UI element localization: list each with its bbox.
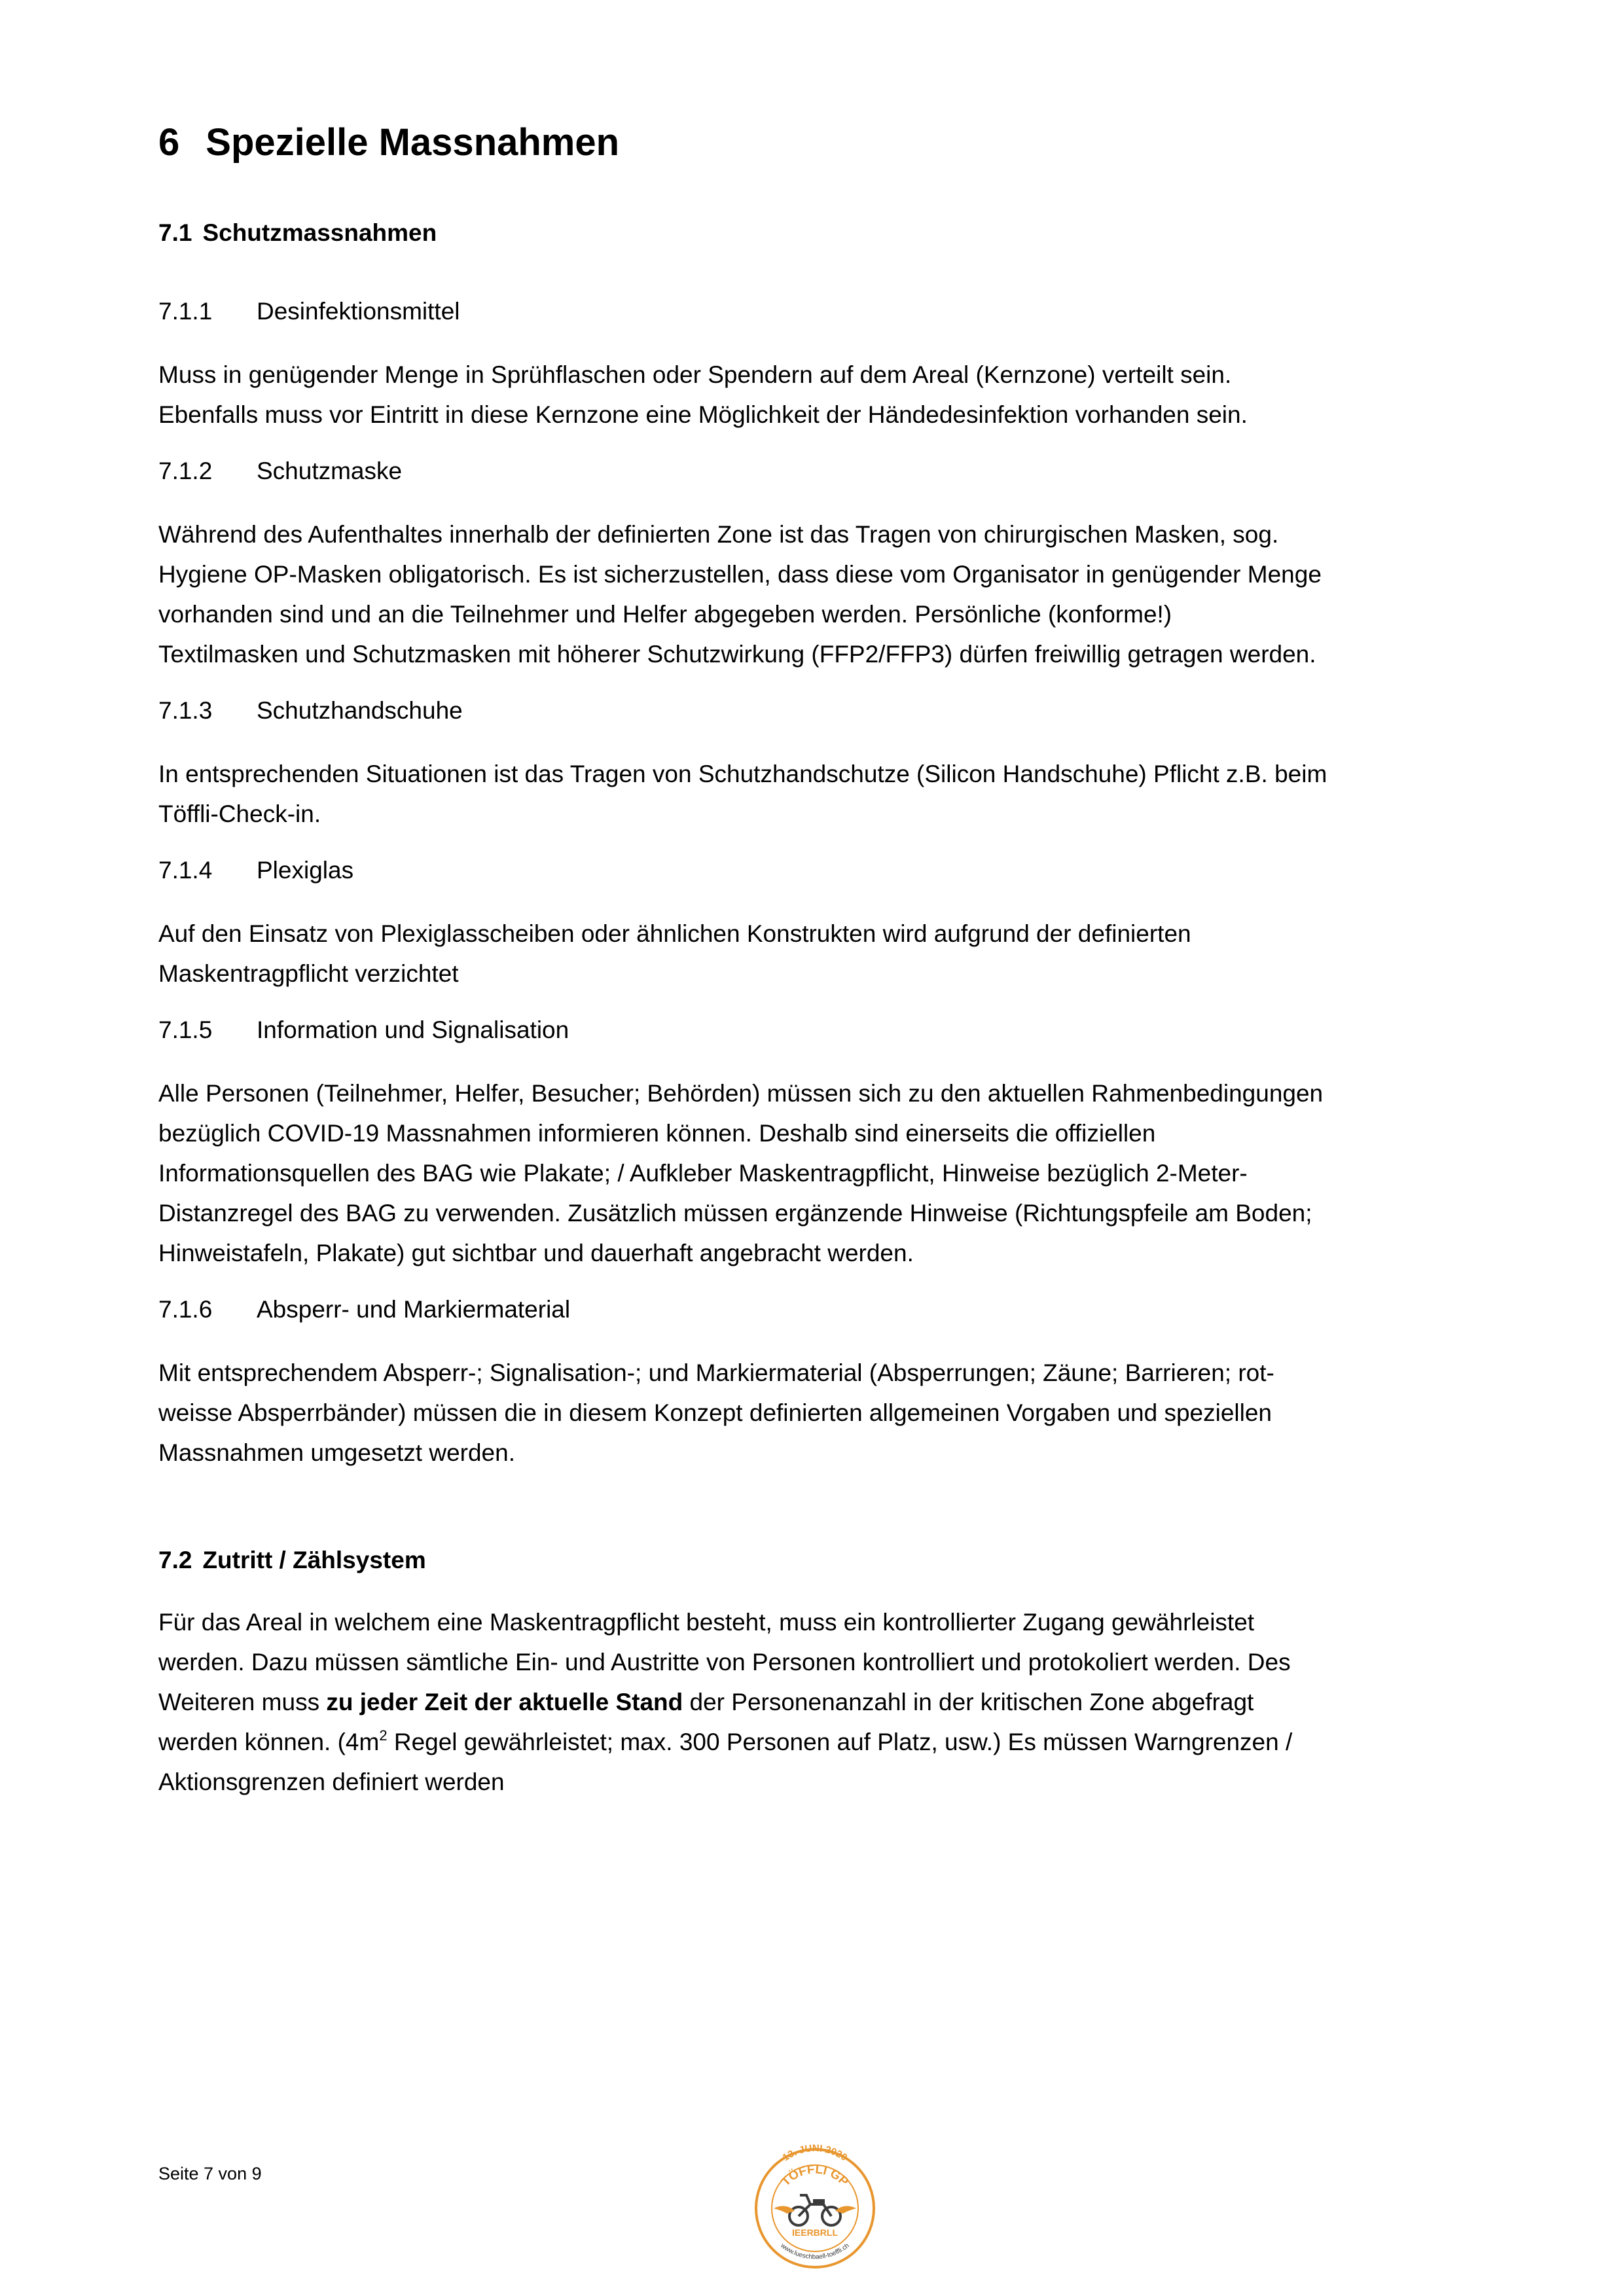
page-number: Seite 7 von 9 (158, 2164, 262, 2183)
subsection-heading-7-1-6 (158, 1294, 1494, 1325)
text-line: Textilmasken und Schutzmasken mit höherer Schutzwirkung (FFP2/FFP3) dürfen freiwillig getragen werden. (158, 641, 1316, 668)
text-line: Töffli-Check-in. (158, 800, 321, 827)
section-number: 7.2 (158, 1547, 192, 1573)
paragraph-7-1-5 (158, 1073, 1494, 1273)
subsection-title: Schutzhandschuhe (257, 697, 463, 724)
chapter-title: Spezielle Massnahmen (206, 121, 620, 164)
subsection-number: 7.1.1 (158, 298, 213, 325)
subsection-title: Absperr- und Markiermaterial (257, 1296, 571, 1323)
page-content (158, 119, 1494, 1802)
text-line-part: werden können. (4m (158, 1729, 380, 1755)
section-title: Zutritt / Zählsystem (202, 1547, 426, 1573)
subsection-number: 7.1.5 (158, 1016, 213, 1043)
text-line: bezüglich COVID-19 Massnahmen informieren können. Deshalb sind einerseits die offiziellen (158, 1120, 1156, 1147)
text-line: Aktionsgrenzen definiert werden (158, 1768, 505, 1795)
section-number: 7.1 (158, 219, 192, 246)
section-title: Schutzmassnahmen (202, 219, 437, 246)
text-line: Hinweistafeln, Plakate) gut sichtbar und dauerhaft angebracht werden. (158, 1240, 914, 1266)
text-line: Hygiene OP-Masken obligatorisch. Es ist sicherzustellen, dass diese vom Organisator in genügender Menge (158, 561, 1322, 588)
text-line: weisse Absperrbänder) müssen die in diesem Konzept definierten allgemeinen Vorgaben und speziellen (158, 1399, 1272, 1426)
text-line: Muss in genügender Menge in Sprühflaschen oder Spendern auf dem Areal (Kernzone) verteilt sein. (158, 361, 1232, 388)
subsection-heading-7-1-5 (158, 1014, 1494, 1046)
logo-title: TÖFFLI GP (779, 2162, 851, 2189)
subsection-title: Schutzmaske (257, 457, 403, 484)
subsection-heading-7-1-1 (158, 296, 1494, 327)
text-line: In entsprechenden Situationen ist das Tragen von Schutzhandschutze (Silicon Handschuhe) Pflicht z.B. beim (158, 761, 1327, 787)
text-line: werden. Dazu müssen sämtliche Ein- und Austritte von Personen kontrolliert und protokoliert werden. Des (158, 1649, 1291, 1676)
text-line: Massnahmen umgesetzt werden. (158, 1439, 515, 1466)
logo-url: www.lueschbaell-toeffli.ch (779, 2242, 851, 2261)
subsection-title: Plexiglas (257, 857, 354, 884)
text-line: Distanzregel des BAG zu verwenden. Zusätzlich müssen ergänzende Hinweise (Richtungspfeile am Boden; (158, 1200, 1312, 1227)
text-line-part: Regel gewährleistet; max. 300 Personen auf Platz, usw.) Es müssen Warngrenzen / (387, 1729, 1293, 1755)
paragraph-7-1-3 (158, 754, 1494, 834)
logo-date: 13. JUNI 2020 (780, 2142, 850, 2164)
subsection-heading-7-1-2 (158, 456, 1494, 487)
text-line: Auf den Einsatz von Plexiglasscheiben oder ähnlichen Konstrukten wird aufgrund der definierten (158, 920, 1191, 947)
paragraph-7-1-4 (158, 914, 1494, 994)
chapter-number: 6 (158, 121, 180, 164)
logo-subtitle: IEERBRLL (792, 2227, 838, 2238)
text-line: Ebenfalls muss vor Eintritt in diese Kernzone eine Möglichkeit der Händedesinfektion vorhanden sein. (158, 401, 1248, 428)
subsection-heading-7-1-4 (158, 855, 1494, 886)
text-line: vorhanden sind und an die Teilnehmer und Helfer abgegeben werden. Persönliche (konforme!) (158, 601, 1172, 628)
subsection-number: 7.1.3 (158, 697, 213, 724)
bold-emphasis: zu jeder Zeit der aktuelle Stand (326, 1689, 683, 1715)
chapter-heading (158, 119, 1494, 166)
section-heading-7-2 (158, 1545, 1494, 1576)
toeffli-gp-logo (748, 2140, 882, 2271)
paragraph-7-1-6 (158, 1353, 1494, 1473)
subsection-number: 7.1.2 (158, 457, 213, 484)
text-line: Informationsquellen des BAG wie Plakate; / Aufkleber Maskentragpflicht, Hinweise bezüglich 2-Meter- (158, 1160, 1248, 1187)
text-line: Alle Personen (Teilnehmer, Helfer, Besucher; Behörden) müssen sich zu den aktuellen Rahmenbedingungen (158, 1080, 1324, 1107)
text-line-part: Weiteren muss (158, 1689, 327, 1715)
subsection-title: Desinfektionsmittel (257, 298, 460, 325)
section-heading-7-1 (158, 217, 1494, 249)
text-line: Für das Areal in welchem eine Maskentragpflicht besteht, muss ein kontrollierter Zugang gewährleistet (158, 1609, 1255, 1636)
subsection-title: Information und Signalisation (257, 1016, 569, 1043)
superscript: 2 (379, 1727, 388, 1744)
paragraph-7-1-1 (158, 355, 1494, 435)
subsection-heading-7-1-3 (158, 695, 1494, 726)
text-line: Während des Aufenthaltes innerhalb der definierten Zone ist das Tragen von chirurgischen Masken, sog. (158, 521, 1279, 548)
paragraph-7-1-2 (158, 514, 1494, 674)
paragraph-7-2 (158, 1602, 1494, 1802)
text-line: Maskentragpflicht verzichtet (158, 960, 459, 987)
text-line: Mit entsprechendem Absperr-; Signalisation-; und Markiermaterial (Absperrungen; Zäune; Barrieren; rot- (158, 1359, 1274, 1386)
text-line-part: der Personenanzahl in der kritischen Zone abgefragt (683, 1689, 1254, 1715)
subsection-number: 7.1.4 (158, 857, 213, 884)
subsection-number: 7.1.6 (158, 1296, 213, 1323)
